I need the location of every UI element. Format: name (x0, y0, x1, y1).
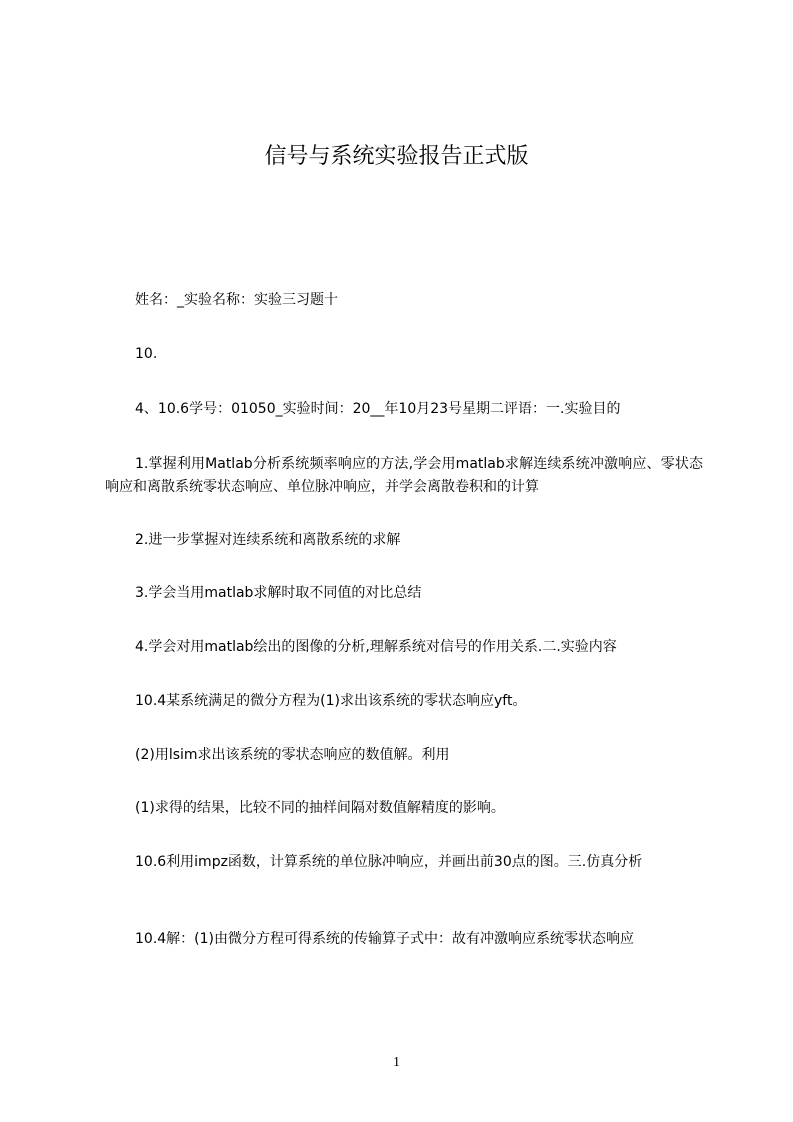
paragraph-student-info: 4、10.6学号：01050_实验时间：20__年10月23号星期二评语：一.实验目的 (135, 401, 621, 417)
paragraph-task-lsim: (2)用lsim求出该系统的零状态响应的数值解。利用 (135, 747, 450, 763)
paragraph-objective-1: 1.掌握利用Matlab分析系统频率响应的方法,学会用matlab求解连续系统冲激响应、零状态响应和离散系统零状态响应、单位脉冲响应，并学会离散卷积和的计算 (105, 456, 703, 495)
paragraph-objective-4: 4.学会对用matlab绘出的图像的分析,理解系统对信号的作用关系.二.实验内容 (135, 639, 617, 655)
paragraph-task-10-6: 10.6利用impz函数，计算系统的单位脉冲响应，并画出前30点的图。三.仿真分析 (135, 854, 643, 870)
paragraph-task-compare: (1)求得的结果，比较不同的抽样间隔对数值解精度的影响。 (135, 800, 505, 816)
document-title: 信号与系统实验报告正式版 (264, 144, 529, 169)
page-number: 1 (393, 1055, 400, 1070)
paragraph-objective-3: 3.学会当用matlab求解时取不同值的对比总结 (135, 585, 422, 601)
paragraph-task-10-4: 10.4某系统满足的微分方程为(1)求出该系统的零状态响应yft。 (135, 693, 527, 709)
paragraph-number: 10. (135, 346, 158, 362)
paragraph-name-experiment: 姓名：_实验名称：实验三习题十 (135, 292, 338, 308)
paragraph-objective-2: 2.进一步掌握对连续系统和离散系统的求解 (135, 532, 401, 548)
paragraph-solution-10-4: 10.4解：(1)由微分方程可得系统的传输算子式中：故有冲激响应系统零状态响应 (135, 931, 635, 947)
